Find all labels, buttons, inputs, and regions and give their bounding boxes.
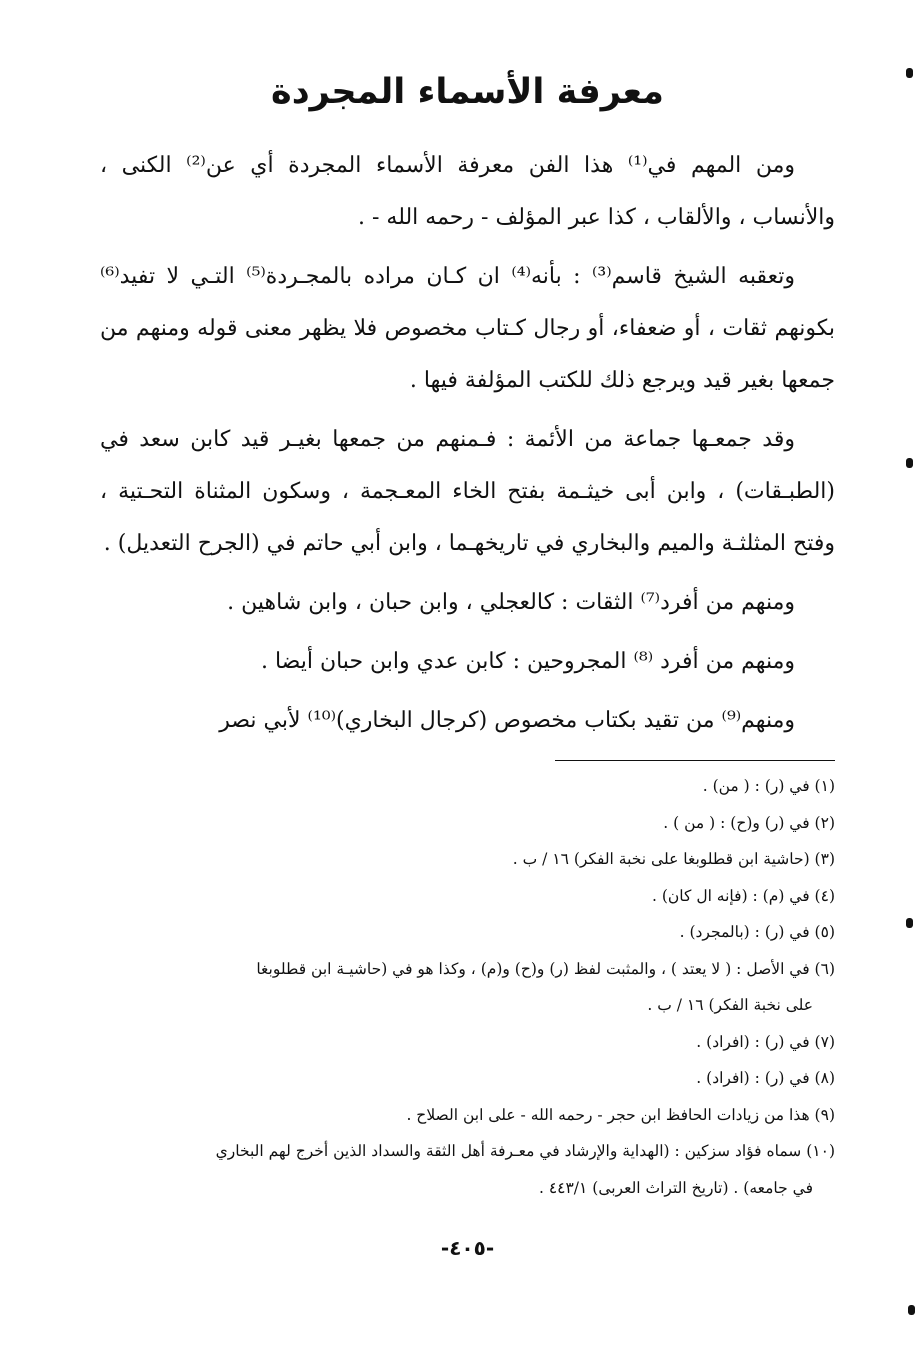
margin-mark — [906, 458, 913, 468]
footnote: (١) في (ر) : ( من) . — [702, 777, 835, 795]
page-title: معرفة الأسماء المجردة — [271, 72, 664, 112]
footnote-separator — [555, 760, 835, 761]
paragraph: ومنهم من أفرد⁽⁷⁾ الثقات : كالعجلي ، وابن حبان ، وابن شاهين . — [227, 590, 795, 615]
footnote: (٤) في (م) : (فإنه ال كان) . — [652, 886, 835, 905]
footnote: (٨) في (ر) : (افراد) . — [696, 1069, 835, 1087]
footnote: (١٠) سماه فؤاد سزكين : (الهداية والإرشاد في معـرفة أهل الثقة والسداد الذين أخرج لهم البخاري — [215, 1142, 835, 1160]
book-page — [100, 0, 835, 1351]
footnote: (٥) في (ر) : (بالمجرد) . — [679, 923, 835, 941]
paragraph: ومن المهم في⁽¹⁾ هذا الفن معرفة الأسماء المجردة أي عن⁽²⁾ الكنى ، والأنساب ، والألقاب ، كذا عبر المؤلف - رحمه الله - . — [100, 153, 835, 230]
margin-mark — [906, 918, 913, 928]
margin-mark — [906, 68, 913, 78]
paragraph: وقد جمعـها جماعة من الأئمة : فـمنهم من جمعها بغيـر قيد كابن سعد في (الطبـقات) ، وابن أبى خيثـمة بفتح الخاء المعـجمة ، وسكون المثناة التحـتية ، وفتح المثلثـة والميم والبخاري في تاريخهـما ، وابن أبي حاتم في (الجرح التعديل) . — [100, 427, 835, 556]
paragraph: ومنهم⁽⁹⁾ من تقيد بكتاب مخصوص (كرجال البخاري)⁽¹⁰⁾ لأبي نصر — [219, 708, 795, 733]
footnote-continuation: في جامعه) . (تاريخ التراث العربى) ٤٤٣/١ . — [538, 1178, 813, 1197]
paragraph: ومنهم من أفرد ⁽⁸⁾ المجروحين : كابن عدي وابن حبان أيضا . — [260, 649, 795, 674]
footnote-continuation: على نخبة الفكر) ١٦ / ب . — [647, 996, 813, 1014]
footnote: (٢) في (ر) و(ح) : ( من ) . — [663, 813, 835, 832]
paragraph: وتعقبه الشيخ قاسم⁽³⁾ : بأنه⁽⁴⁾ ان كـان مراده بالمجـردة⁽⁵⁾ التـي لا تفيد⁽⁶⁾ بكونهم ثقات ، أو ضعفاء، أو رجال كـتاب مخصوص فلا يظهر معنى قوله ومنهم من جمعها بغير قيد ويرجع ذلك للكتب المؤلفة فيها . — [100, 264, 835, 393]
footnotes — [100, 768, 835, 1206]
footnote: (٦) في الأصل : ( لا يعتد ) ، والمثبت لفظ (ر) و(ح) و(م) ، وكذا هو في (حاشيـة ابن قطلوبغا — [256, 959, 835, 978]
main-text — [100, 140, 835, 754]
footnote: (٣) (حاشية ابن قطلوبغا على نخبة الفكر) ١٦ / ب . — [512, 850, 835, 868]
footnote: (٩) هذا من زيادات الحافظ ابن حجر - رحمه الله - على ابن الصلاح . — [406, 1105, 835, 1124]
margin-mark — [908, 1305, 915, 1315]
footnote: (٧) في (ر) : (افراد) . — [696, 1032, 835, 1051]
page-number: -٤٠٥- — [440, 1236, 495, 1260]
